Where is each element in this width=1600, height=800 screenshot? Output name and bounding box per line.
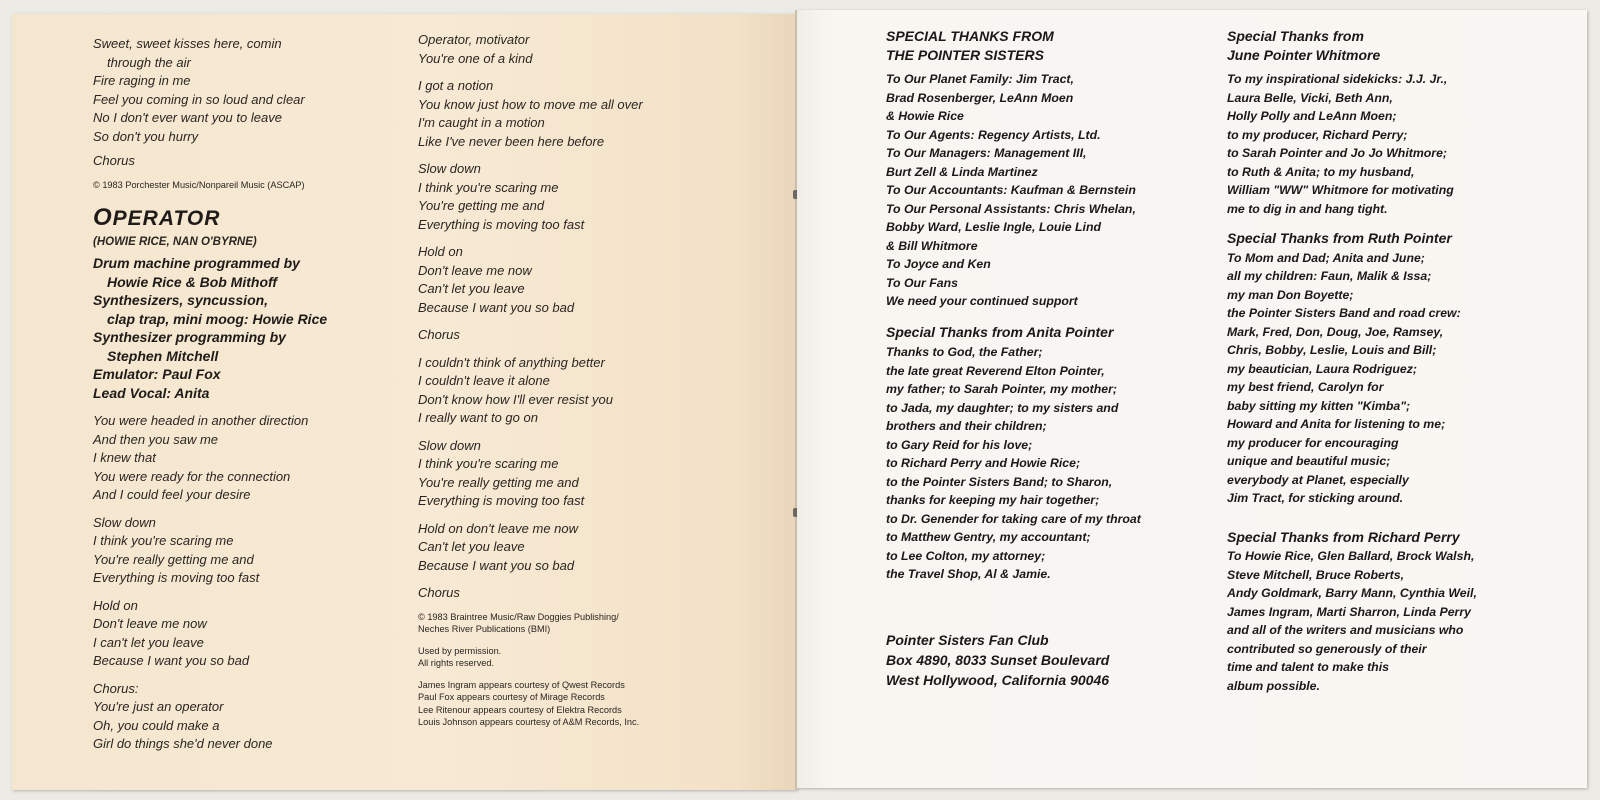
thanks-line: the Pointer Sisters Band and road crew: (1227, 306, 1461, 320)
lyric-line: And I could feel your desire (93, 487, 251, 502)
lyric-line: You know just how to move me all over (418, 96, 643, 112)
credit-line: Howie Rice & Bob Mithoff (107, 273, 278, 290)
thanks-line: to Ruth & Anita; to my husband, (1227, 164, 1415, 179)
section-heading: Special Thanks from Anita Pointer (886, 323, 1114, 340)
thanks-line: to Lee Colton, my attorney; (886, 548, 1046, 563)
lyric-line: You were ready for the connection (93, 468, 291, 484)
lyric-line: Fire raging in me (93, 73, 191, 88)
lyric-line: Chorus: (93, 680, 139, 696)
lyric-line: You're really getting me and (418, 474, 579, 490)
thanks-line: everybody at Planet, especially (1227, 472, 1409, 487)
permission-note: Used by permission. (418, 645, 502, 656)
thanks-line: my producer for encouraging (1227, 435, 1399, 450)
thanks-line: to my producer, Richard Perry; (1227, 127, 1408, 142)
lyric-line: I couldn't leave it alone (418, 373, 550, 388)
thanks-line: Mark, Fred, Don, Doug, Joe, Ramsey, (1227, 324, 1444, 339)
thanks-line: Brad Rosenberger, LeAnn Moen (886, 90, 1074, 105)
thanks-line: William "WW" Whitmore for motivating (1227, 183, 1454, 197)
thanks-line: the late great Reverend Elton Pointer, (886, 363, 1105, 378)
thanks-line: baby sitting my kitten "Kimba"; (1227, 398, 1411, 413)
credit-line: Drum machine programmed by (93, 255, 300, 271)
section-heading: SPECIAL THANKS FROM (886, 28, 1054, 44)
lyric-line: Because I want you so bad (418, 557, 575, 573)
lyric-line: You're getting me and (418, 198, 545, 213)
song-title-initial: O (93, 204, 113, 231)
thanks-line: contributed so generously of their (1227, 641, 1427, 656)
thanks-line: and all of the writers and musicians who (1227, 623, 1464, 637)
thanks-line: Bobby Ward, Leslie Ingle, Louie Lind (886, 220, 1101, 234)
lyric-line: Because I want you so bad (418, 299, 575, 315)
lyric-line: I knew that (93, 450, 156, 465)
song-writers: (HOWIE RICE, NAN O'BYRNE) (93, 236, 257, 248)
thanks-line: my father; to Sarah Pointer, my mother; (886, 382, 1117, 396)
thanks-line: me to dig in and hang tight. (1227, 201, 1388, 216)
song-title-rest: PERATOR (112, 207, 221, 230)
thanks-line: to Sarah Pointer and Jo Jo Whitmore; (1227, 146, 1447, 160)
lyric-line: Everything is moving too fast (418, 216, 585, 232)
thanks-line: & Howie Rice (886, 109, 964, 123)
credit-line: clap trap, mini moog: Howie Rice (107, 310, 328, 327)
thanks-line: To Our Fans (886, 275, 958, 290)
thanks-line: the Travel Shop, Al & Jamie. (886, 567, 1051, 581)
lyric-line: Like I've never been here before (418, 133, 605, 149)
credit-line: Emulator: Paul Fox (93, 366, 221, 382)
permission-note: All rights reserved. (418, 658, 495, 668)
thanks-line: unique and beautiful music; (1227, 454, 1391, 468)
thanks-line: all my children: Faun, Malik & Issa; (1227, 269, 1432, 283)
lyric-line: I couldn't think of anything better (418, 354, 605, 370)
lyric-line: And then you saw me (93, 431, 219, 447)
lyric-line: I think you're scaring me (93, 533, 234, 548)
thanks-line: To Howie Rice, Glen Ballard, Brock Walsh, (1227, 549, 1475, 563)
thanks-line: thanks for keeping my hair together; (886, 493, 1100, 507)
courtesy-note: Paul Fox appears courtesy of Mirage Records (418, 692, 605, 702)
thanks-line: Andy Goldmark, Barry Mann, Cynthia Weil, (1227, 586, 1477, 600)
lyric-line: Slow down (418, 437, 481, 453)
lyric-line: I got a notion (418, 78, 494, 93)
thanks-line: album possible. (1227, 678, 1320, 693)
thanks-column-1 (886, 27, 1206, 690)
lyric-line: Because I want you so bad (93, 653, 250, 668)
lyric-line: I really want to go on (418, 410, 538, 425)
lyric-line: Oh, you could make a (93, 717, 220, 733)
lyric-line: Can't let you leave (418, 539, 525, 554)
lyric-line: through the air (107, 54, 191, 70)
thanks-line: my beautician, Laura Rodriguez; (1227, 361, 1417, 376)
thanks-line: brothers and their children; (886, 419, 1047, 433)
lyric-line: Slow down (93, 514, 156, 530)
section-heading: Special Thanks from Ruth Pointer (1227, 230, 1452, 246)
lyric-line: Operator, motivator (418, 32, 530, 47)
lyric-line: I think you're scaring me (418, 456, 559, 471)
thanks-line: To Our Managers: Management III, (886, 146, 1087, 160)
thanks-line: to Dr. Genender for taking care of my throat (886, 511, 1141, 526)
lyric-line: I can't let you leave (93, 634, 204, 650)
fan-club-heading: Pointer Sisters Fan Club (886, 631, 1049, 648)
lyric-line: Don't know how I'll ever resist you (418, 391, 613, 407)
thanks-line: To Joyce and Ken (886, 257, 991, 271)
thanks-line: to the Pointer Sisters Band; to Sharon, (886, 474, 1113, 489)
thanks-line: James Ingram, Marti Sharron, Linda Perry (1227, 604, 1471, 619)
thanks-line: Laura Belle, Vicki, Beth Ann, (1227, 90, 1393, 105)
thanks-line: To Our Agents: Regency Artists, Ltd. (886, 127, 1101, 142)
lyric-line: Everything is moving too fast (418, 493, 585, 508)
copyright-notice: © 1983 Porchester Music/Nonpareil Music (ASCAP) (93, 179, 305, 190)
lyric-line: Don't leave me now (418, 262, 532, 278)
credit-line: Synthesizer programming by (93, 329, 286, 345)
lyric-line: Everything is moving too fast (93, 570, 260, 585)
thanks-line: to Richard Perry and Howie Rice; (886, 456, 1081, 470)
credit-line: Stephen Mitchell (107, 347, 219, 364)
section-heading: June Pointer Whitmore (1227, 46, 1381, 63)
song-title (93, 205, 403, 232)
lyric-line: I'm caught in a motion (418, 115, 545, 130)
thanks-line: to Matthew Gentry, my accountant; (886, 530, 1091, 544)
credit-line: Lead Vocal: Anita (93, 384, 210, 401)
lyric-line: I think you're scaring me (418, 179, 559, 195)
lyric-line: You were headed in another direction (93, 413, 309, 428)
lyric-line: Hold on (418, 244, 463, 259)
fan-club-address: West Hollywood, California 90046 (886, 671, 1110, 688)
thanks-line: To Our Planet Family: Jim Tract, (886, 72, 1074, 86)
lyric-line: Hold on don't leave me now (418, 520, 579, 536)
thanks-line: Holly Polly and LeAnn Moen; (1227, 109, 1397, 123)
fan-club-address: Box 4890, 8033 Sunset Boulevard (886, 651, 1110, 668)
lyric-line: You're really getting me and (93, 551, 254, 567)
section-heading: THE POINTER SISTERS (886, 46, 1044, 63)
thanks-line: to Gary Reid for his love; (886, 437, 1033, 452)
thanks-line: my man Don Boyette; (1227, 287, 1354, 302)
lyric-line: Don't leave me now (93, 616, 207, 631)
courtesy-note: James Ingram appears courtesy of Qwest Records (418, 679, 625, 690)
thanks-column-2 (1227, 27, 1567, 695)
lyric-line: You're just an operator (93, 699, 224, 714)
thanks-line: We need your continued support (886, 294, 1078, 308)
lyric-line: No I don't ever want you to leave (93, 110, 282, 125)
thanks-line: my best friend, Carolyn for (1227, 380, 1384, 394)
courtesy-note: Lee Ritenour appears courtesy of Elektra Records (418, 704, 622, 715)
thanks-line: To Our Accountants: Kaufman & Bernstein (886, 183, 1136, 197)
section-heading: Special Thanks from (1227, 28, 1364, 44)
lyrics-column-2 (418, 31, 748, 729)
thanks-line: Howard and Anita for listening to me; (1227, 417, 1446, 431)
copyright-notice: Neches River Publications (BMI) (418, 624, 551, 634)
thanks-line: time and talent to make this (1227, 660, 1389, 674)
lyric-line: Slow down (418, 161, 481, 176)
chorus-marker: Chorus (93, 153, 135, 168)
chorus-marker: Chorus (418, 327, 460, 342)
lyric-line: Sweet, sweet kisses here, comin (93, 36, 282, 51)
thanks-line: Jim Tract, for sticking around. (1227, 491, 1404, 505)
lyric-line: So don't you hurry (93, 128, 199, 144)
thanks-line: Steve Mitchell, Bruce Roberts, (1227, 567, 1404, 582)
thanks-line: To Our Personal Assistants: Chris Whelan, (886, 201, 1136, 216)
copyright-notice: © 1983 Braintree Music/Raw Doggies Publishing/ (418, 611, 619, 622)
lyric-line: You're one of a kind (418, 50, 533, 66)
thanks-line: To Mom and Dad; Anita and June; (1227, 250, 1425, 265)
lyric-line: Can't let you leave (418, 281, 525, 296)
thanks-line: To my inspirational sidekicks: J.J. Jr., (1227, 72, 1448, 86)
thanks-line: & Bill Whitmore (886, 238, 978, 253)
thanks-line: to Jada, my daughter; to my sisters and (886, 400, 1119, 415)
credit-line: Synthesizers, syncussion, (93, 292, 269, 308)
thanks-line: Thanks to God, the Father; (886, 345, 1043, 359)
thanks-line: Chris, Bobby, Leslie, Louis and Bill; (1227, 343, 1437, 357)
section-heading: Special Thanks from Richard Perry (1227, 528, 1460, 545)
lyric-line: Hold on (93, 597, 138, 613)
chorus-marker: Chorus (418, 585, 460, 600)
lyric-line: Girl do things she'd never done (93, 736, 273, 751)
lyrics-column-1 (93, 35, 403, 754)
lyric-line: Feel you coming in so loud and clear (93, 91, 305, 107)
courtesy-note: Louis Johnson appears courtesy of A&M Records, Inc. (418, 717, 640, 727)
thanks-line: Burt Zell & Linda Martinez (886, 164, 1038, 179)
